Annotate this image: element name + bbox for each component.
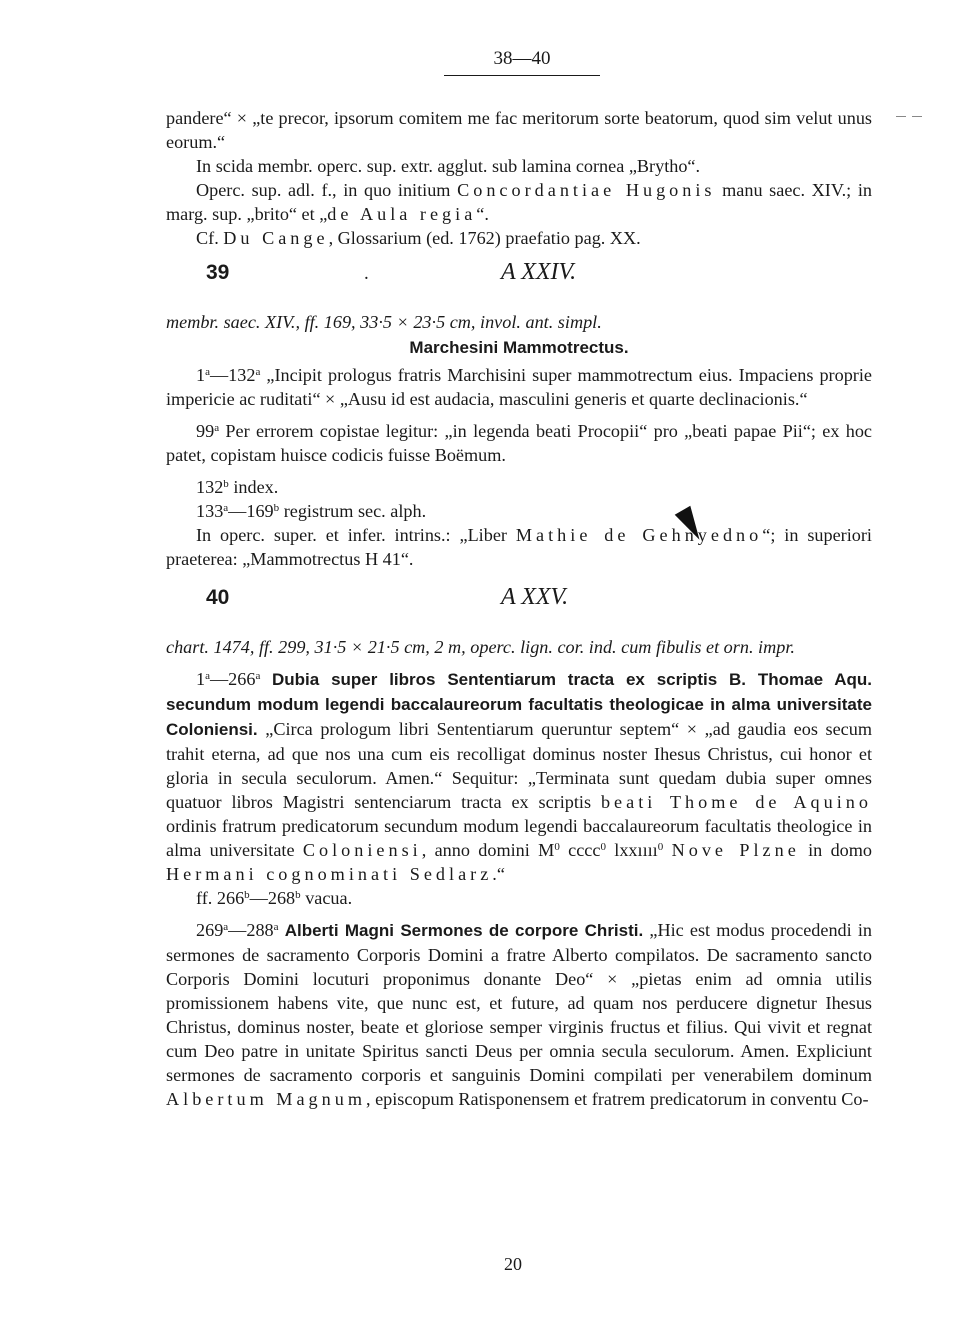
note-binding: In scida membr. operc. sup. extr. agglut. sub lamina cornea „Brytho“.	[196, 156, 701, 176]
page-body	[166, 106, 872, 1111]
header-rule	[444, 75, 600, 76]
entry-39-contents: 1$^a$—132$^a$ „Incipit prologus fratris Marchisini super mammotrectum eius. Impaciens proprie impericie ac ruditati“ × „Ausu id est audacia, masculini generis et quarte declinacionis.“	[166, 365, 872, 409]
shelfmark: A XXIV.	[501, 259, 577, 285]
entry-dot: .	[364, 263, 369, 284]
entry-39-title: Marchesini Mammotrectus.	[409, 338, 629, 357]
entry-39-description: membr. saec. XIV., ff. 169, 33·5 × 23·5 cm, invol. ant. simpl.	[166, 312, 602, 332]
entry-39-register: 133$^a$—169$^b$ registrum sec. alph.	[196, 501, 427, 521]
entry-39-cover-note: In operc. super. et infer. intrins.: „Liber Mathie de Gehnyedno“; in superiori praeterea: „Mammotrectus H 41“.	[166, 525, 872, 569]
running-header: 38—40	[493, 48, 551, 69]
entry-40-heading	[166, 585, 872, 635]
entry-39-heading	[166, 260, 872, 310]
entry-40-description: chart. 1474, ff. 299, 31·5 × 21·5 cm, 2 m, operc. lign. cor. ind. cum fibulis et orn. impr.	[166, 637, 795, 657]
entry-39-index: 132$^b$ index.	[196, 477, 279, 497]
page-number: 20	[504, 1254, 522, 1274]
entry-number: 39	[206, 261, 230, 284]
continued-text: pandere“ × „te precor, ipsorum comitem me fac meritorum sorte beatorum, quod sim velut unus eorum.“	[166, 108, 872, 152]
note-cover: Operc. sup. adl. f., in quo initium Concordantiae Hugonis manu saec. XIV.; in marg. sup. „brito“ et „de Aula regia“.	[166, 180, 872, 224]
entry-39-note: 99$^a$ Per errorem copistae legitur: „in legenda beati Procopii“ pro „beati papae Pii“; ex hoc patet, copistam huisce codicis fuisse Boëmum.	[166, 421, 872, 465]
entry-40-sermones: 269$^a$—288$^a$ Alberti Magni Sermones de corpore Christi. „Hic est modus procedendi in sermones de sacramento Corporis Domini a fratre Alberto compilatos. De sacramento sancto Corporis Domini locuturi proponimus donante Deo“ × „pietas enim ad omnia utilis promissionem habens vite, que nunc est, et future, ad quam nos perducere dignetur Ihesus Christus, dominus noster, beate et gloriose semper virginis fructus et filius. Qui vivit et regnat cum Deo patre in unitate Spiritus sancti Deus per omnia secula seculorum. Amen. Expliciunt sermones de sacramento corporis et sanguinis Domini compilati per venerabilem dominum Albertum Magnum, episcopum Ratisponensem et fratrem predicatorum in conventu Co-	[166, 920, 872, 1109]
note-reference: Cf. Du Cange, Glossarium (ed. 1762) praefatio pag. XX.	[196, 228, 641, 248]
entry-40-contents: 1$^a$—266$^a$ Dubia super libros Sententiarum tracta ex scriptis B. Thomae Aqu. secundum modum legendi baccalaureorum facultatis theologicae in alma universitate Coloniensi. „Circa prologum libri Sententiarum queruntur septem“ × „ad gaudia eos secum trahit eterna, ad que nos una cum eis recolligat dominus noster Ihesus Christus, cui honor et gloria in secula seculorum. Amen.“ Sequitur: „Terminata sunt quedam dubia super omnes quatuor libros Magistri sentenciarum tracta ex scriptis beati Thome de Aquino ordinis fratrum predicatorum secundum modum legendi baccalaureorum facultatis theologice in alma universitate Coloniensi, anno domini $M^0$ cccc$^0$ lxxıııı$^0$ Nove Plzne in domo Hermani cognominati Sedlarz.“	[166, 669, 873, 884]
margin-dash	[912, 116, 922, 117]
work-title: Dubia super libros Sententiarum tracta ex scriptis B. Thomae Aqu. secundum modum legendi baccalaureorum facultatis theologicae in alma universitate Coloniensi.	[166, 670, 872, 739]
margin-dash	[896, 116, 906, 117]
entry-40-vacua: ff. 266$^b$—268$^b$ vacua.	[196, 888, 353, 908]
entry-number: 40	[206, 586, 230, 609]
work-title: Alberti Magni Sermones de corpore Christi.	[284, 921, 644, 940]
shelfmark: A XXV.	[501, 584, 569, 610]
